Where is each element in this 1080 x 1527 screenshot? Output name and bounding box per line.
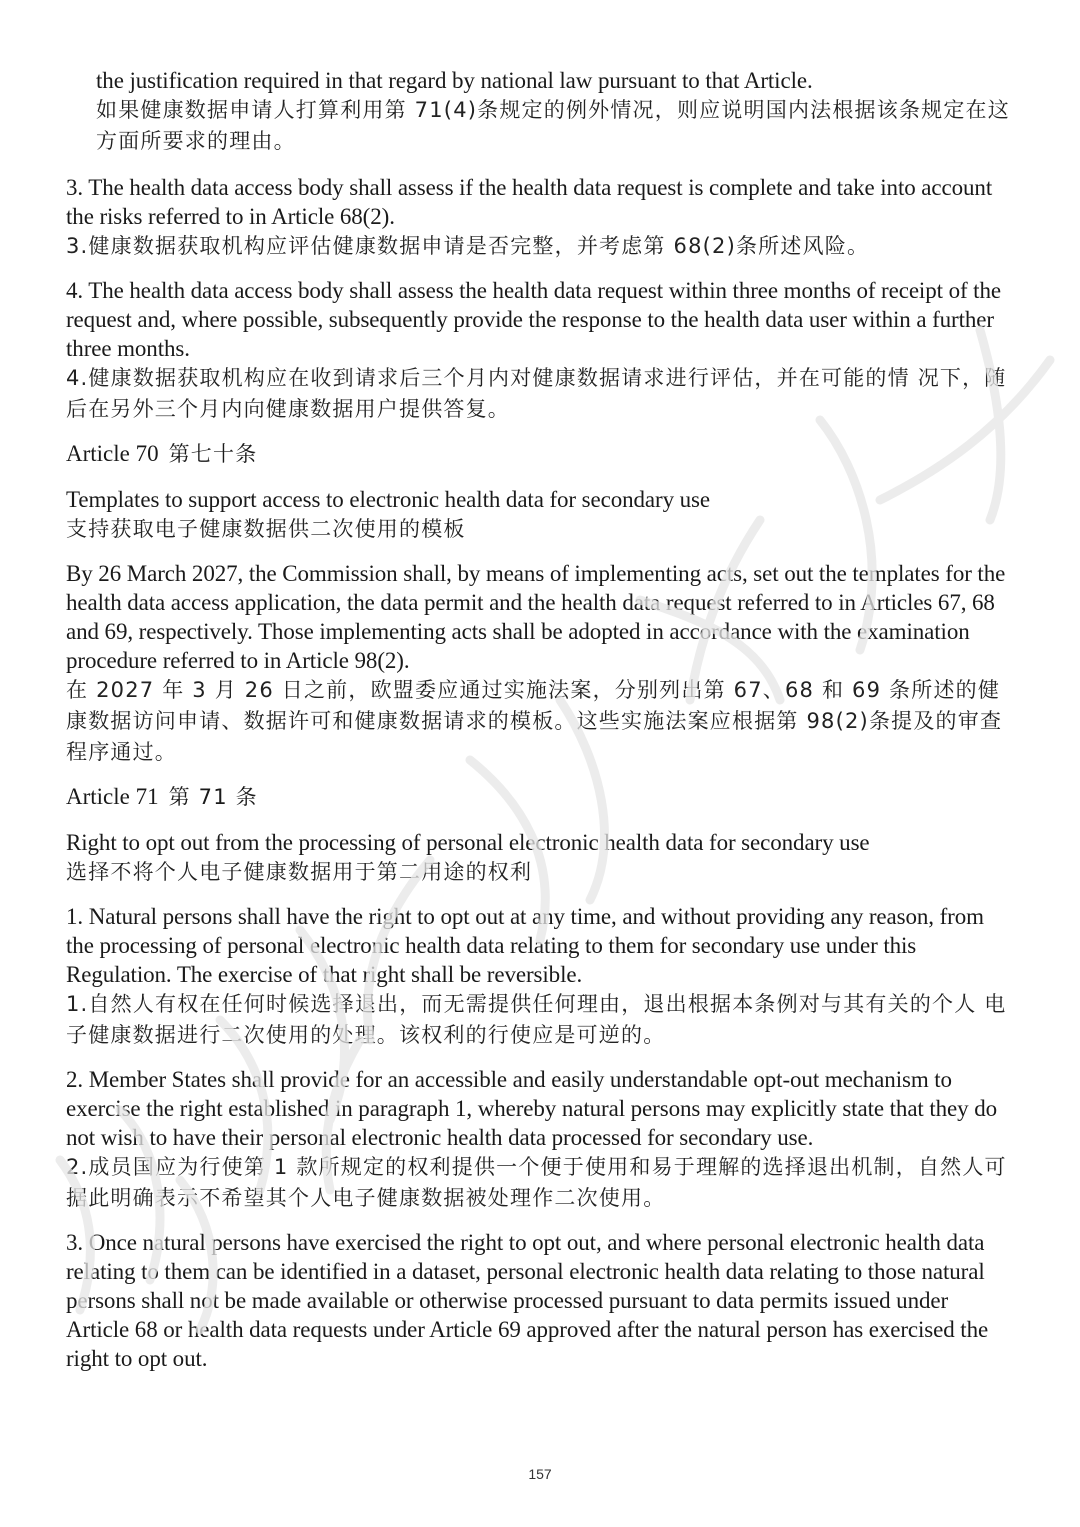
paragraph-text-en: 1. Natural persons shall have the right to opt out at any time, and without providing any reason, from the processing of personal electronic health data relating to them for secondary use under this Regulation. The exercise of that right shall be reversible. [66, 904, 984, 987]
paragraph-text-zh: 如果健康数据申请人打算利用第 71(4)条规定的例外情况，则应说明国内法根据该条规定在这方面所要求的理由。 [96, 98, 1010, 153]
article-title-en: Right to opt out from the processing of personal electronic health data for secondary use [66, 830, 870, 855]
paragraph-text-zh: 2.成员国应为行使第 1 款所规定的权利提供一个便于使用和易于理解的选择退出机制，自然人可据此明确表示不希望其个人电子健康数据被处理作二次使用。 [66, 1155, 1007, 1210]
paragraph-text-en: By 26 March 2027, the Commission shall, by means of implementing acts, set out the templates for the health data access application, the data permit and the health data request referred to in Articles 67, 68 and 69, respectively. Those implementing acts shall be adopted in accordance with the examination procedure referred to in Article 98(2). [66, 561, 1006, 673]
page-content [66, 66, 1012, 1387]
article-71-paragraph-1 [66, 902, 1012, 1051]
article-71-paragraph-3 [66, 1228, 1012, 1373]
article-71-title [66, 828, 1012, 888]
article-71-paragraph-2 [66, 1065, 1012, 1214]
paragraph-text-zh: 1.自然人有权在任何时候选择退出，而无需提供任何理由，退出根据本条例对与其有关的个人 电子健康数据进行二次使用的处理。该权利的行使应是可逆的。 [66, 992, 1007, 1047]
article-number-en: Article 71 [66, 784, 159, 809]
article-title-en: Templates to support access to electronic health data for secondary use [66, 487, 710, 512]
paragraph-text-en: 3. The health data access body shall assess if the health data request is complete and take into account the risks referred to in Article 68(2). [66, 175, 993, 229]
article-title-zh: 支持获取电子健康数据供二次使用的模板 [66, 517, 466, 541]
article-number-zh: 第 71 条 [168, 785, 258, 809]
article-70-heading [66, 439, 1012, 469]
paragraph-text-zh: 4.健康数据获取机构应在收到请求后三个月内对健康数据请求进行评估，并在可能的情 况下，随后在另外三个月内向健康数据用户提供答复。 [66, 366, 1007, 421]
paragraph-text-en: 3. Once natural persons have exercised the right to opt out, and where personal electronic health data relating to them can be identified in a dataset, personal electronic health data relating to those natural persons shall not be made available or otherwise processed pursuant to data permits issued under Article 68 or health data requests under Article 69 approved after the natural person has exercised the right to opt out. [66, 1230, 989, 1371]
article-71-heading [66, 782, 1012, 812]
paragraph-text-en: 4. The health data access body shall assess the health data request within three months of receipt of the request and, where possible, subsequently provide the response to the health data user within a further three months. [66, 278, 1001, 361]
paragraph-text-en: the justification required in that regard by national law pursuant to that Article. [96, 68, 813, 93]
paragraph-3 [66, 173, 1012, 262]
paragraph-text-zh: 3.健康数据获取机构应评估健康数据申请是否完整，并考虑第 68(2)条所述风险。 [66, 234, 870, 258]
article-number-en: Article 70 [66, 441, 159, 466]
paragraph-4 [66, 276, 1012, 425]
paragraph-justification [66, 66, 1012, 157]
page-number: 157 [528, 1466, 552, 1482]
article-70-title [66, 485, 1012, 545]
paragraph-text-en: 2. Member States shall provide for an accessible and easily understandable opt-out mechanism to exercise the right established in paragraph 1, whereby natural persons may explicitly state that they do not wish to have their personal electronic health data processed for secondary use. [66, 1067, 998, 1150]
article-number-zh: 第七十条 [168, 442, 258, 466]
paragraph-text-zh: 在 2027 年 3 月 26 日之前，欧盟委应通过实施法案，分别列出第 67、68 和 69 条所述的健康数据访问申请、数据许可和健康数据请求的模板。这些实施法案应根据第 98(2)条提及的审查程序通过。 [66, 678, 1003, 764]
article-title-zh: 选择不将个人电子健康数据用于第二用途的权利 [66, 860, 533, 884]
article-70-body [66, 559, 1012, 768]
